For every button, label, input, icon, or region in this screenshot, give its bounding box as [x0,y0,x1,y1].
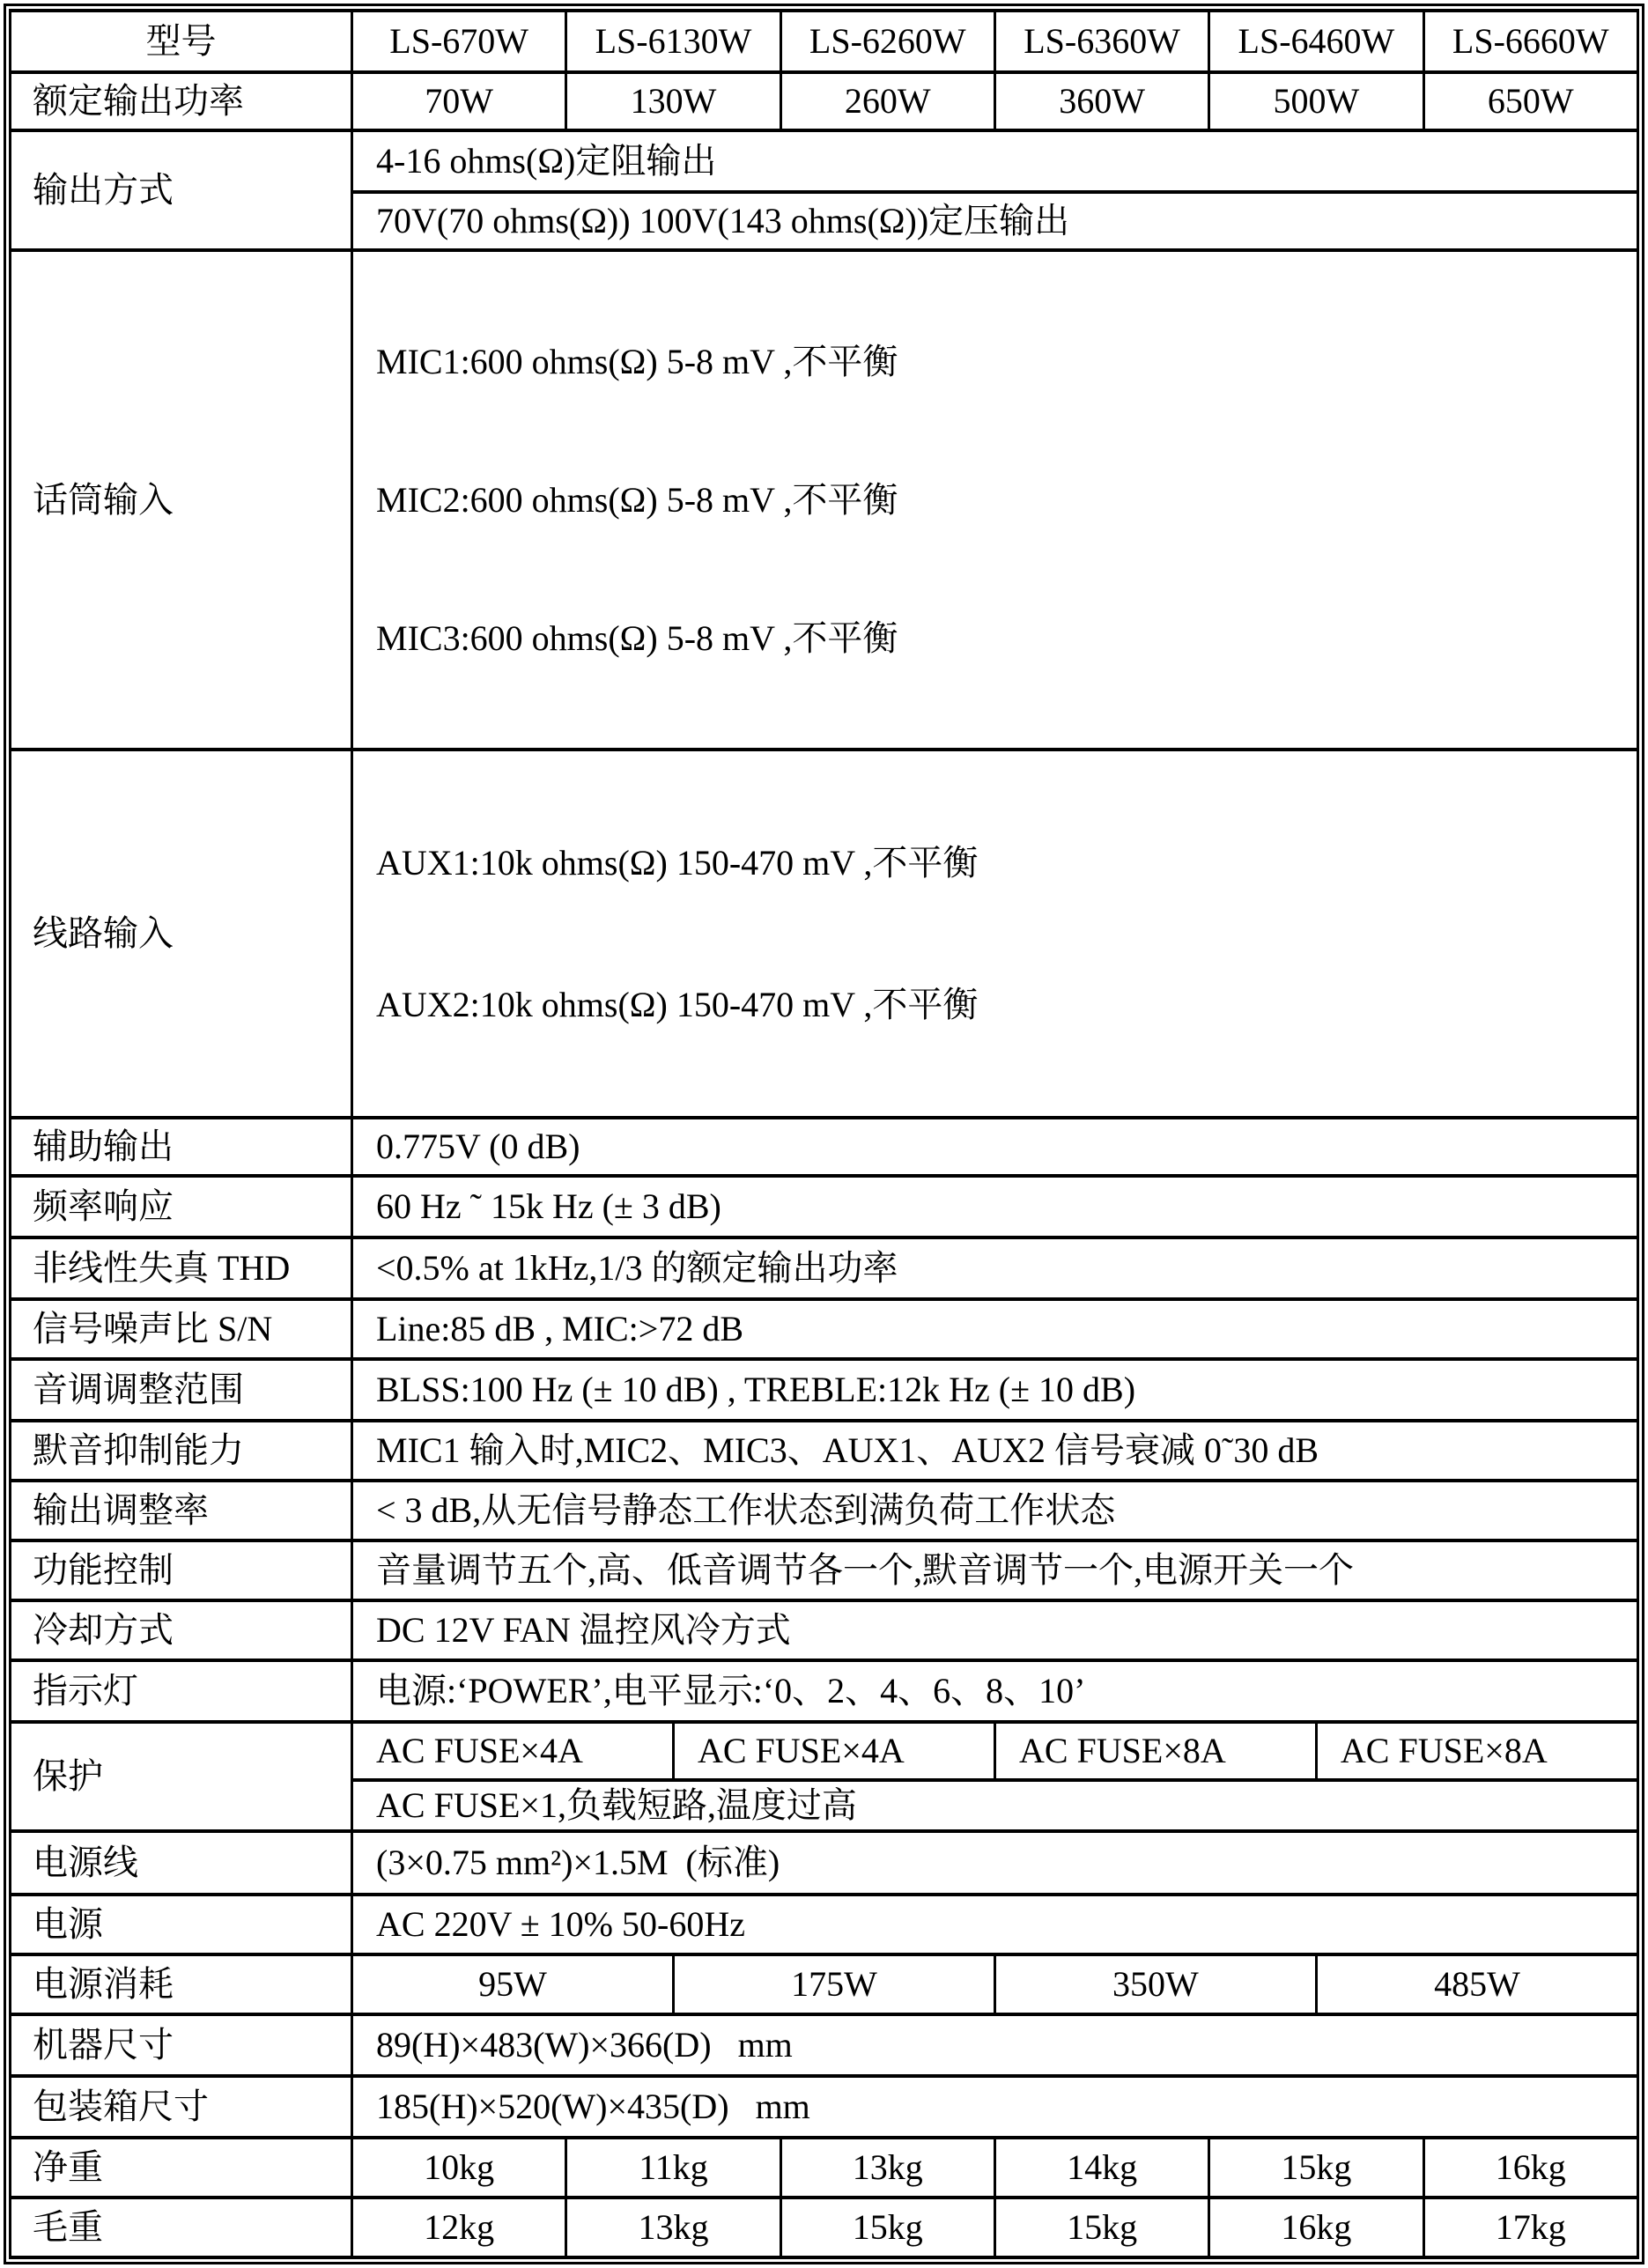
row-label-output-regulation: 输出调整率 [11,1481,352,1540]
net-weight-cell: 16kg [1423,2138,1637,2198]
net-weight-cell: 14kg [994,2138,1208,2198]
power-cord-value: (3×0.75 mm²)×1.5M (标准) [352,1831,1638,1895]
rated-power-cell: 500W [1209,72,1423,130]
package-size-value: 185(H)×520(W)×435(D) mm [352,2076,1638,2138]
rated-power-cell: 130W [566,72,780,130]
gross-weight-cell: 15kg [780,2198,994,2257]
row-thd [11,1237,1638,1299]
row-power-cord [11,1831,1638,1895]
aux1-spec: AUX1:10k ohms(Ω) 150-470 mV ,不平衡 [376,843,979,883]
protection-line2: AC FUSE×1,负载短路,温度过高 [352,1780,1638,1831]
gross-weight-cell: 13kg [566,2198,780,2257]
row-label-model: 型号 [11,11,352,72]
row-label-power-supply: 电源 [11,1895,352,1954]
row-protection-1 [11,1722,1638,1780]
row-mute-suppression [11,1421,1638,1481]
model-name-cell: LS-6460W [1209,11,1423,72]
rated-power-cell: 70W [352,72,566,130]
model-name-cell: LS-670W [352,11,566,72]
row-label-freq-response: 频率响应 [11,1176,352,1237]
row-label-protection: 保护 [11,1722,352,1831]
thd-value: <0.5% at 1kHz,1/3 的额定输出功率 [352,1237,1638,1299]
row-label-line-input: 线路输入 [11,750,352,1118]
row-function-control [11,1540,1638,1600]
row-indicators [11,1660,1638,1722]
output-mode-line2: 70V(70 ohms(Ω)) 100V(143 ohms(Ω))定压输出 [352,192,1638,250]
row-model [11,11,1638,72]
row-label-aux-output: 辅助输出 [11,1118,352,1176]
model-name-cell: LS-6130W [566,11,780,72]
aux2-spec: AUX2:10k ohms(Ω) 150-470 mV ,不平衡 [376,985,979,1024]
row-gross-weight [11,2198,1638,2257]
row-label-mute-suppression: 默音抑制能力 [11,1421,352,1481]
row-package-size [11,2076,1638,2138]
mic3-spec: MIC3:600 ohms(Ω) 5-8 mV ,不平衡 [376,618,898,658]
row-label-machine-size: 机器尺寸 [11,2014,352,2076]
gross-weight-cell: 15kg [994,2198,1208,2257]
row-output-mode-1 [11,130,1638,192]
power-consumption-cell: 485W [1316,1954,1637,2014]
power-consumption-cell: 175W [673,1954,994,2014]
row-label-net-weight: 净重 [11,2138,352,2198]
cooling-value: DC 12V FAN 温控风冷方式 [352,1600,1638,1660]
row-power-consumption [11,1954,1638,2014]
row-net-weight [11,2138,1638,2198]
row-tone-range [11,1359,1638,1421]
row-label-mic-input: 话筒输入 [11,250,352,750]
row-mic-input [11,250,1638,750]
rated-power-cell: 650W [1423,72,1637,130]
fuse-cell: AC FUSE×4A [673,1722,994,1780]
fuse-cell: AC FUSE×4A [352,1722,674,1780]
row-output-regulation [11,1481,1638,1540]
gross-weight-cell: 12kg [352,2198,566,2257]
row-label-tone-range: 音调调整范围 [11,1359,352,1421]
machine-size-value: 89(H)×483(W)×366(D) mm [352,2014,1638,2076]
spec-table [9,9,1639,2259]
net-weight-cell: 10kg [352,2138,566,2198]
row-label-output-mode: 输出方式 [11,130,352,250]
row-line-input [11,750,1638,1118]
rated-power-cell: 360W [994,72,1208,130]
output-regulation-value: < 3 dB,从无信号静态工作状态到满负荷工作状态 [352,1481,1638,1540]
gross-weight-cell: 16kg [1209,2198,1423,2257]
fuse-cell: AC FUSE×8A [1316,1722,1637,1780]
tone-range-value: BLSS:100 Hz (± 10 dB) , TREBLE:12k Hz (± 10 dB) [352,1359,1638,1421]
net-weight-cell: 11kg [566,2138,780,2198]
output-mode-line1: 4-16 ohms(Ω)定阻输出 [352,130,1638,192]
row-label-thd: 非线性失真 THD [11,1237,352,1299]
model-name-cell: LS-6260W [780,11,994,72]
row-label-package-size: 包装箱尺寸 [11,2076,352,2138]
freq-response-value: 60 Hz ˜ 15k Hz (± 3 dB) [352,1176,1638,1237]
aux-output-value: 0.775V (0 dB) [352,1118,1638,1176]
mic-input-values [352,250,1638,750]
spec-sheet-frame [4,4,1644,2264]
line-input-values [352,750,1638,1118]
model-name-cell: LS-6360W [994,11,1208,72]
row-label-gross-weight: 毛重 [11,2198,352,2257]
gross-weight-cell: 17kg [1423,2198,1637,2257]
snr-value: Line:85 dB , MIC:>72 dB [352,1299,1638,1359]
rated-power-cell: 260W [780,72,994,130]
net-weight-cell: 15kg [1209,2138,1423,2198]
row-power-supply [11,1895,1638,1954]
row-cooling [11,1600,1638,1660]
row-label-snr: 信号噪声比 S/N [11,1299,352,1359]
power-supply-value: AC 220V ± 10% 50-60Hz [352,1895,1638,1954]
row-freq-response [11,1176,1638,1237]
row-label-power-cord: 电源线 [11,1831,352,1895]
row-snr [11,1299,1638,1359]
row-label-cooling: 冷却方式 [11,1600,352,1660]
row-label-indicators: 指示灯 [11,1660,352,1722]
row-rated-power [11,72,1638,130]
power-consumption-cell: 350W [994,1954,1316,2014]
row-label-power-consumption: 电源消耗 [11,1954,352,2014]
row-label-rated-power: 额定输出功率 [11,72,352,130]
mic1-spec: MIC1:600 ohms(Ω) 5-8 mV ,不平衡 [376,342,898,381]
indicators-value: 电源:‘POWER’,电平显示:‘0、2、4、6、8、10’ [352,1660,1638,1722]
function-control-value: 音量调节五个,高、低音调节各一个,默音调节一个,电源开关一个 [352,1540,1638,1600]
fuse-cell: AC FUSE×8A [994,1722,1316,1780]
row-label-function-control: 功能控制 [11,1540,352,1600]
mic2-spec: MIC2:600 ohms(Ω) 5-8 mV ,不平衡 [376,480,898,520]
model-name-cell: LS-6660W [1423,11,1637,72]
mute-suppression-value: MIC1 输入时,MIC2、MIC3、AUX1、AUX2 信号衰减 0˜30 dB [352,1421,1638,1481]
row-aux-output [11,1118,1638,1176]
net-weight-cell: 13kg [780,2138,994,2198]
power-consumption-cell: 95W [352,1954,674,2014]
row-machine-size [11,2014,1638,2076]
